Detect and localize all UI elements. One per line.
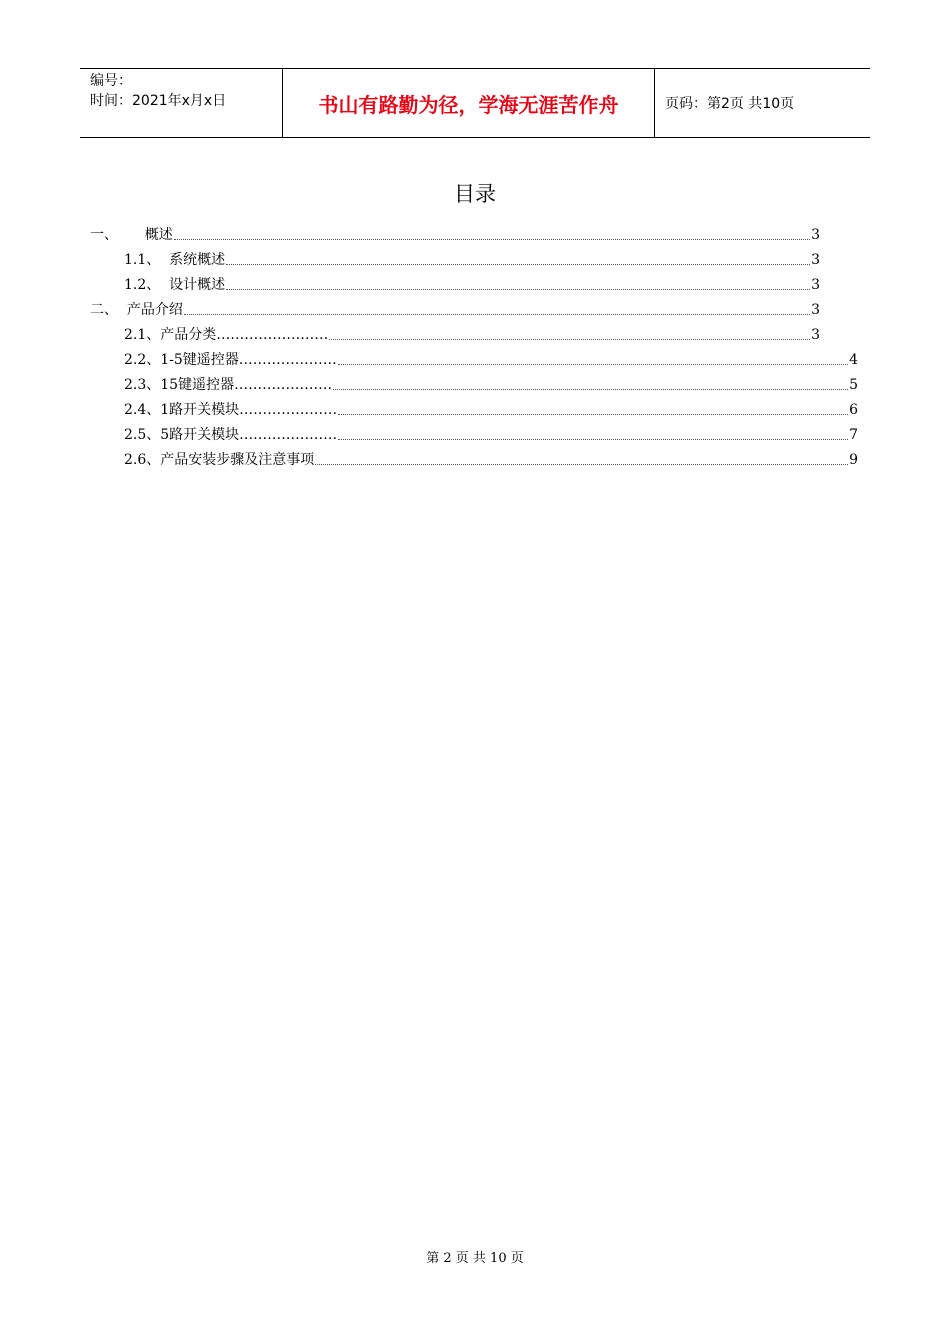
toc-entry-label: 2.4、1路开关模块………………… — [124, 402, 338, 418]
toc-entry-label: 2.5、5路开关模块………………… — [124, 427, 338, 443]
toc-dot-leader — [184, 314, 810, 315]
toc-title: 目录 — [454, 182, 496, 206]
toc-entry-page: 7 — [849, 427, 858, 443]
toc-entry[interactable] — [90, 369, 858, 394]
header-motto-cell — [282, 69, 655, 137]
toc-entry[interactable] — [90, 244, 820, 269]
toc-entry[interactable] — [90, 269, 820, 294]
footer-page-number: 第 2 页 共 10 页 — [426, 1251, 524, 1266]
page-footer — [0, 1247, 950, 1266]
toc-dot-leader — [333, 389, 848, 390]
toc-entry[interactable] — [90, 444, 858, 469]
toc-dot-leader — [338, 439, 848, 440]
toc-entry-label: 2.6、产品安装步骤及注意事项 — [124, 452, 315, 468]
toc-entry-page: 3 — [811, 327, 820, 343]
motto-text: 书山有路勤为径，学海无涯苦作舟 — [318, 92, 619, 117]
header-right-cell — [655, 69, 870, 137]
toc-entry[interactable] — [90, 319, 820, 344]
toc-dot-leader — [226, 289, 810, 290]
toc-entry-label: 2.2、1-5键遥控器………………… — [124, 352, 337, 368]
toc-entry[interactable] — [90, 419, 858, 444]
toc-entry-page: 6 — [849, 402, 858, 418]
toc-entry-page: 3 — [811, 302, 820, 318]
number-label: 编号： — [90, 73, 132, 89]
toc-entry[interactable] — [90, 219, 820, 244]
toc-entry-page: 5 — [849, 377, 858, 393]
toc-dot-leader — [338, 364, 848, 365]
toc-entry[interactable] — [90, 344, 858, 369]
toc-dot-leader — [338, 414, 848, 415]
toc-entry[interactable] — [90, 294, 820, 319]
table-of-contents — [90, 219, 858, 469]
page-info: 页码：第2页 共10页 — [665, 96, 795, 112]
toc-entry-page: 3 — [811, 277, 820, 293]
header-left-cell — [80, 69, 282, 137]
toc-entry-page: 3 — [811, 252, 820, 268]
toc-entry-label: 二、 产品介绍 — [90, 302, 183, 318]
toc-entry-label: 2.1、产品分类…………………… — [124, 327, 329, 343]
toc-entry-label: 1.2、 设计概述 — [124, 277, 226, 293]
toc-entry-page: 4 — [849, 352, 858, 368]
toc-dot-leader — [226, 264, 810, 265]
toc-entry-page: 9 — [849, 452, 858, 468]
toc-entry-label: 一、 概述 — [90, 227, 173, 243]
toc-dot-leader — [315, 464, 848, 465]
toc-entry[interactable] — [90, 394, 858, 419]
toc-dot-leader — [329, 339, 810, 340]
time-label: 时间：2021年x月x日 — [90, 93, 227, 109]
toc-entry-label: 1.1、 系统概述 — [124, 252, 226, 268]
toc-entry-label: 2.3、15键遥控器………………… — [124, 377, 333, 393]
toc-dot-leader — [174, 239, 810, 240]
toc-entry-page: 3 — [811, 227, 820, 243]
document-header — [80, 68, 870, 138]
